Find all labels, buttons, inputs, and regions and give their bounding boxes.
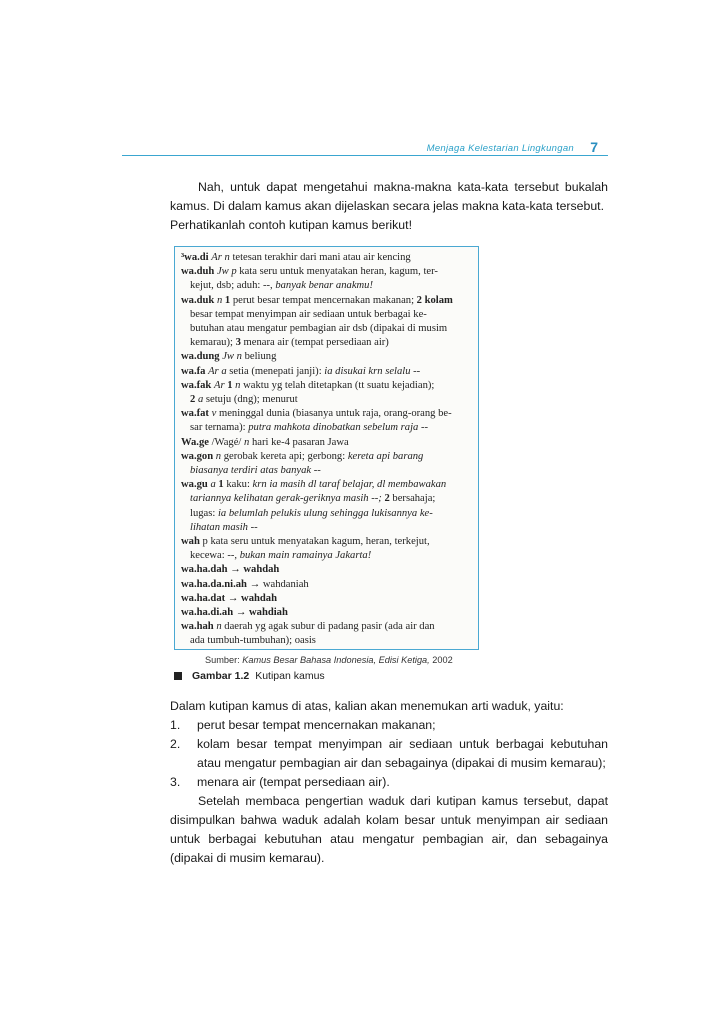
dictionary-fragment: butuhan atau mengatur pembagian air dsb (dipakai di musim xyxy=(190,323,448,335)
dictionary-fragment: waktu yg telah ditetapkan (tt suatu kejadian); xyxy=(240,379,435,391)
dictionary-line xyxy=(181,265,473,279)
dictionary-line xyxy=(181,279,473,293)
dictionary-fragment: 2 kolam xyxy=(416,294,453,306)
list-number: 1. xyxy=(170,718,181,732)
dictionary-fragment: n xyxy=(216,294,223,306)
dictionary-fragment: n xyxy=(216,621,222,633)
source-year: 2002 xyxy=(429,655,453,665)
dictionary-line xyxy=(181,379,473,393)
dictionary-fragment: gerobak kereta api; gerbong: xyxy=(221,450,348,462)
dictionary-fragment: besar tempat menyimpan air sediaan untuk berbagai ke- xyxy=(190,308,427,320)
explanation-paragraph: Dalam kutipan kamus di atas, kalian akan menemukan arti waduk, yaitu: xyxy=(170,699,564,713)
list-number: 2. xyxy=(170,737,181,751)
dictionary-line xyxy=(181,578,473,592)
dictionary-fragment: wa.gon xyxy=(181,450,214,462)
dictionary-fragment: kemarau); xyxy=(190,337,236,349)
dictionary-line xyxy=(181,592,473,606)
dictionary-fragment: wa.fak xyxy=(181,379,212,391)
dictionary-fragment: → xyxy=(233,607,249,619)
dictionary-line xyxy=(181,407,473,421)
header-title: Menjaga Kelestarian Lingkungan xyxy=(426,143,574,154)
list-text: perut besar tempat mencernakan makanan; xyxy=(197,718,436,732)
dictionary-fragment: ³wa.di xyxy=(181,252,209,263)
dictionary-fragment: meninggal dunia (biasanya untuk raja, orang-orang be- xyxy=(216,408,452,420)
dictionary-fragment: 1 xyxy=(227,379,233,391)
dictionary-line xyxy=(181,393,473,407)
dictionary-line xyxy=(181,336,473,350)
dictionary-line xyxy=(181,478,473,492)
dictionary-line xyxy=(181,620,473,634)
source-title: Kamus Besar Bahasa Indonesia, Edisi Ketiga, xyxy=(242,655,430,665)
dictionary-fragment: wa.fa xyxy=(181,365,206,377)
dictionary-line xyxy=(181,294,473,308)
dictionary-line xyxy=(181,606,473,620)
dictionary-fragment: a xyxy=(197,394,204,406)
dictionary-fragment: wahdiah xyxy=(249,607,288,619)
dictionary-entries xyxy=(181,251,473,649)
dictionary-line xyxy=(181,634,473,648)
dictionary-fragment: wa.duk xyxy=(181,294,215,306)
dictionary-fragment: wa.ha.da.ni.ah xyxy=(181,578,247,590)
dictionary-fragment: wa.ha.di.ah xyxy=(181,607,234,619)
dictionary-line xyxy=(181,251,473,265)
conclusion-paragraph: Setelah membaca pengertian waduk dari kutipan kamus tersebut, dapat disimpulkan bahwa waduk adalah kolam besar untuk menyimpan air sediaan untuk berbagai kebutuhan atau mengatur pembagian air, dan sebagainya (dipakai di musim kemarau). xyxy=(170,794,608,865)
list-item xyxy=(170,773,608,792)
page-header xyxy=(0,0,728,170)
dictionary-fragment: ada tumbuh-tumbuhan); oasis xyxy=(190,635,316,647)
dictionary-fragment: sar ternama): xyxy=(190,422,249,434)
dictionary-fragment: ia belumlah pelukis ulung sehingga lukisannya ke- xyxy=(217,507,433,519)
figure-caption xyxy=(174,670,325,682)
dictionary-line xyxy=(181,507,473,521)
dictionary-line xyxy=(181,436,473,450)
dictionary-line xyxy=(181,365,473,379)
dictionary-fragment: bersahaja; xyxy=(389,493,436,505)
dictionary-fragment: kata seru untuk menyatakan kagum, heran, terkejut, xyxy=(207,536,430,548)
dictionary-fragment: setia (menepati janji): xyxy=(226,365,325,377)
dictionary-fragment: Jw n xyxy=(222,351,242,363)
dictionary-fragment: wa.hah xyxy=(181,621,214,633)
dictionary-fragment: wa.gu xyxy=(181,479,208,491)
dictionary-fragment: wah xyxy=(181,536,200,548)
dictionary-fragment: n xyxy=(244,436,250,448)
dictionary-fragment: setuju (dng); menurut xyxy=(203,394,298,406)
dictionary-fragment: kereta api barang xyxy=(347,450,424,462)
dictionary-line xyxy=(181,549,473,563)
dictionary-fragment: menara air (tempat persediaan air) xyxy=(240,337,389,349)
dictionary-fragment: wahdah xyxy=(243,564,280,576)
list-text: kolam besar tempat menyimpan air sediaan untuk berbagai kebutuhan atau mengatur pembagian air dan sebagainya (dipakai di musim kemarau); xyxy=(197,737,608,770)
dictionary-fragment: wahdah xyxy=(241,592,277,604)
dictionary-fragment: biasanya terdiri atas banyak -- xyxy=(190,465,321,477)
dictionary-fragment: hari ke-4 pasaran Jawa xyxy=(249,436,349,448)
dictionary-fragment: kecewa: --, xyxy=(190,550,240,562)
dictionary-fragment: 1 xyxy=(218,479,224,491)
dictionary-fragment: daerah yg agak subur di padang pasir (ada air dan xyxy=(221,621,435,633)
dictionary-fragment: Jw p xyxy=(216,266,237,278)
dictionary-fragment: → xyxy=(225,592,242,604)
dictionary-fragment: p xyxy=(202,536,208,548)
page-number: 7 xyxy=(590,139,598,155)
source-prefix: Sumber: xyxy=(205,655,243,665)
caption-text: Kutipan kamus xyxy=(255,670,325,682)
intro-paragraph: Nah, untuk dapat mengetahui makna-makna kata-kata tersebut bukalah kamus. Di dalam kamus akan dijelaskan secara jelas makna kata-kata tersebut. xyxy=(170,180,608,213)
meaning-list xyxy=(170,716,608,792)
dictionary-fragment: → xyxy=(227,564,244,576)
dictionary-fragment: wa.duh xyxy=(181,266,215,278)
list-number: 3. xyxy=(170,775,181,789)
list-item xyxy=(170,716,608,735)
dictionary-fragment: 2 xyxy=(384,493,390,505)
dictionary-line xyxy=(181,521,473,535)
dictionary-fragment: banyak benar anakmu! xyxy=(275,280,373,292)
dictionary-fragment: a xyxy=(210,479,216,491)
header-rule xyxy=(122,155,608,156)
dictionary-fragment: krn ia masih dl taraf belajar, dl membawakan xyxy=(252,479,447,491)
dictionary-line xyxy=(181,308,473,322)
dictionary-fragment: Ar a xyxy=(208,365,227,377)
list-item xyxy=(170,735,608,773)
dictionary-fragment: n xyxy=(215,450,222,462)
caption-label: Gambar 1.2 xyxy=(192,670,250,682)
intro-section xyxy=(170,178,608,235)
dictionary-line xyxy=(181,450,473,464)
dictionary-fragment: → xyxy=(246,578,263,590)
dictionary-line xyxy=(181,535,473,549)
dictionary-fragment: putra mahkota dinobatkan sebelum raja -- xyxy=(248,422,429,434)
dictionary-fragment: Ar n xyxy=(211,252,230,263)
dictionary-fragment: kata seru untuk menyatakan heran, kagum, ter- xyxy=(236,266,438,278)
dictionary-line xyxy=(181,421,473,435)
dictionary-fragment: perut besar tempat mencernakan makanan; xyxy=(230,294,417,306)
dictionary-fragment: 3 xyxy=(235,337,241,349)
explanation-section xyxy=(170,697,608,868)
dictionary-fragment: 1 xyxy=(224,294,231,306)
dictionary-fragment: tetesan terakhir dari mani atau air kencing xyxy=(229,252,411,263)
dictionary-fragment: Ar xyxy=(213,379,225,391)
dictionary-fragment: wa.ha.dat xyxy=(181,592,226,604)
dictionary-fragment: wa.dung xyxy=(181,351,220,363)
dictionary-fragment: /Wagé/ xyxy=(208,436,244,448)
dictionary-fragment: lihatan masih -- xyxy=(190,521,258,533)
dictionary-fragment: beliung xyxy=(241,351,277,363)
dictionary-line xyxy=(181,492,473,506)
dictionary-fragment: tariannya kelihatan gerak-geriknya masih --; xyxy=(190,493,385,505)
dictionary-line xyxy=(181,464,473,478)
dictionary-fragment: lugas: xyxy=(190,507,218,519)
instruction-paragraph: Perhatikanlah contoh kutipan kamus berikut! xyxy=(170,218,412,232)
dictionary-line xyxy=(181,322,473,336)
caption-square-icon xyxy=(174,672,182,680)
dictionary-line xyxy=(181,350,473,364)
dictionary-line xyxy=(181,563,473,577)
dictionary-fragment: n xyxy=(235,379,241,391)
dictionary-fragment: bukan main ramainya Jakarta! xyxy=(239,550,372,562)
dictionary-fragment: wahdaniah xyxy=(262,578,309,590)
dictionary-fragment: ia disukai krn selalu -- xyxy=(324,365,421,377)
dictionary-fragment: Wa.ge xyxy=(181,436,209,448)
figure-source xyxy=(205,655,453,665)
dictionary-excerpt-figure xyxy=(174,246,479,650)
dictionary-fragment: 2 xyxy=(190,394,196,406)
dictionary-fragment: wa.ha.dah xyxy=(181,564,228,576)
dictionary-fragment: kaku: xyxy=(223,479,253,491)
dictionary-fragment: kejut, dsb; aduh: --, xyxy=(190,280,276,292)
list-text: menara air (tempat persediaan air). xyxy=(197,775,390,789)
dictionary-fragment: wa.fat xyxy=(181,408,209,420)
dictionary-fragment: v xyxy=(211,408,217,420)
